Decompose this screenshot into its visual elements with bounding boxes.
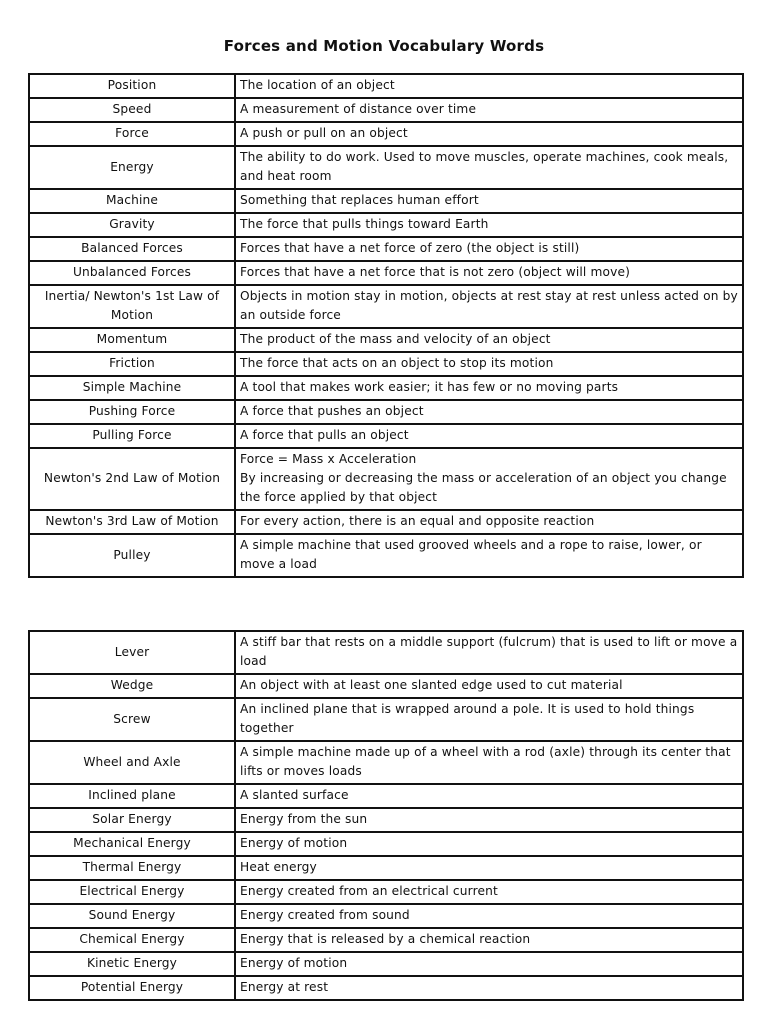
table-row [29, 698, 743, 741]
vocab-term: Newton's 3rd Law of Motion [29, 510, 235, 534]
table-row [29, 74, 743, 98]
definition-line: By increasing or decreasing the mass or acceleration of an object you change the force applied by that object [240, 471, 727, 504]
vocab-definition: Objects in motion stay in motion, objects at rest stay at rest unless acted on by an outside force [235, 285, 743, 328]
vocab-term: Chemical Energy [29, 928, 235, 952]
vocab-definition: An object with at least one slanted edge used to cut material [235, 674, 743, 698]
vocab-term: Position [29, 74, 235, 98]
vocab-definition: Energy from the sun [235, 808, 743, 832]
vocab-term: Pulling Force [29, 424, 235, 448]
table-row [29, 832, 743, 856]
table-row [29, 237, 743, 261]
vocab-definition: The location of an object [235, 74, 743, 98]
vocab-definition: Energy that is released by a chemical reaction [235, 928, 743, 952]
vocab-definition: A force that pulls an object [235, 424, 743, 448]
vocab-definition: A slanted surface [235, 784, 743, 808]
table-row [29, 674, 743, 698]
table-row [29, 400, 743, 424]
page-title: Forces and Motion Vocabulary Words [223, 37, 545, 55]
vocab-term: Electrical Energy [29, 880, 235, 904]
vocab-term: Pushing Force [29, 400, 235, 424]
table-row [29, 631, 743, 674]
table-row [29, 976, 743, 1000]
vocab-term: Kinetic Energy [29, 952, 235, 976]
vocab-term: Wedge [29, 674, 235, 698]
vocab-term: Speed [29, 98, 235, 122]
vocab-term: Lever [29, 631, 235, 674]
vocabulary-table [28, 73, 744, 578]
vocab-term: Wheel and Axle [29, 741, 235, 784]
table-row [29, 904, 743, 928]
table-row [29, 146, 743, 189]
vocab-term: Mechanical Energy [29, 832, 235, 856]
vocab-term: Balanced Forces [29, 237, 235, 261]
vocab-definition: The product of the mass and velocity of an object [235, 328, 743, 352]
vocab-term: Friction [29, 352, 235, 376]
vocab-term: Inertia/ Newton's 1st Law of Motion [29, 285, 235, 328]
table-row [29, 448, 743, 510]
vocab-term: Energy [29, 146, 235, 189]
vocab-definition: A tool that makes work easier; it has few or no moving parts [235, 376, 743, 400]
table-row [29, 328, 743, 352]
table-row [29, 189, 743, 213]
vocab-definition: Forces that have a net force that is not zero (object will move) [235, 261, 743, 285]
vocab-definition: A measurement of distance over time [235, 98, 743, 122]
vocab-term: Unbalanced Forces [29, 261, 235, 285]
vocab-definition: The force that pulls things toward Earth [235, 213, 743, 237]
vocab-definition: A stiff bar that rests on a middle support (fulcrum) that is used to lift or move a load [235, 631, 743, 674]
vocab-definition: The force that acts on an object to stop its motion [235, 352, 743, 376]
table-row [29, 880, 743, 904]
vocab-term: Potential Energy [29, 976, 235, 1000]
table-row [29, 952, 743, 976]
table-row [29, 122, 743, 146]
table-row [29, 376, 743, 400]
vocab-definition: Energy of motion [235, 832, 743, 856]
vocabulary-table [28, 630, 744, 1001]
vocab-definition: For every action, there is an equal and opposite reaction [235, 510, 743, 534]
vocab-term: Solar Energy [29, 808, 235, 832]
vocab-term: Force [29, 122, 235, 146]
vocab-term: Sound Energy [29, 904, 235, 928]
table-row [29, 784, 743, 808]
table-row [29, 928, 743, 952]
vocab-definition: An inclined plane that is wrapped around a pole. It is used to hold things together [235, 698, 743, 741]
vocab-definition: A simple machine made up of a wheel with a rod (axle) through its center that lifts or moves loads [235, 741, 743, 784]
vocab-definition: The ability to do work. Used to move muscles, operate machines, cook meals, and heat room [235, 146, 743, 189]
vocab-definition: A push or pull on an object [235, 122, 743, 146]
vocab-term: Thermal Energy [29, 856, 235, 880]
table-row [29, 261, 743, 285]
vocab-definition: Energy of motion [235, 952, 743, 976]
vocab-term: Simple Machine [29, 376, 235, 400]
vocab-definition: A simple machine that used grooved wheels and a rope to raise, lower, or move a load [235, 534, 743, 577]
table-row [29, 213, 743, 237]
table-row [29, 741, 743, 784]
table-row [29, 424, 743, 448]
vocab-term: Inclined plane [29, 784, 235, 808]
vocab-term: Gravity [29, 213, 235, 237]
vocab-term: Pulley [29, 534, 235, 577]
vocab-definition: Energy at rest [235, 976, 743, 1000]
vocab-definition: Something that replaces human effort [235, 189, 743, 213]
table-row [29, 808, 743, 832]
vocab-term: Momentum [29, 328, 235, 352]
vocab-term: Machine [29, 189, 235, 213]
vocab-definition: Heat energy [235, 856, 743, 880]
table-row [29, 285, 743, 328]
table-row [29, 856, 743, 880]
vocab-definition: A force that pushes an object [235, 400, 743, 424]
vocab-definition: Forces that have a net force of zero (the object is still) [235, 237, 743, 261]
vocab-definition: Energy created from sound [235, 904, 743, 928]
table-row [29, 534, 743, 577]
vocab-definition: Energy created from an electrical current [235, 880, 743, 904]
table-row [29, 510, 743, 534]
table-row [29, 352, 743, 376]
definition-line: Force = Mass x Acceleration [240, 452, 417, 466]
vocab-term: Newton's 2nd Law of Motion [29, 448, 235, 510]
vocab-definition [235, 448, 743, 510]
vocab-term: Screw [29, 698, 235, 741]
table-row [29, 98, 743, 122]
